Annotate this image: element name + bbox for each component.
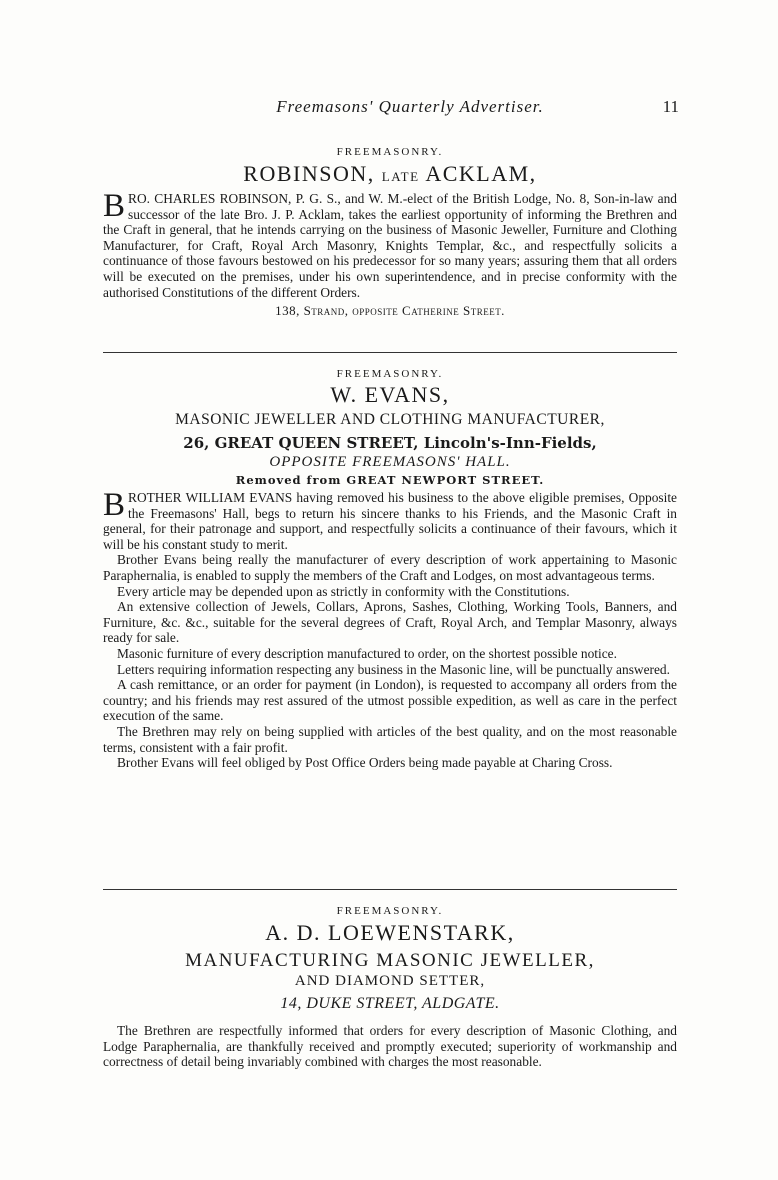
drop-cap: B xyxy=(103,487,126,523)
advert-paragraph: Brother Evans will feel obliged by Post Office Orders being made payable at Charing Cross. xyxy=(117,755,613,771)
advert-paragraph: Masonic furniture of every description manufactured to order, on the shortest possible notice. xyxy=(117,645,617,661)
advert-name xyxy=(103,161,677,187)
divider xyxy=(103,352,677,353)
advert-kicker: FREEMASONRY. xyxy=(336,146,444,158)
advert-name: W. EVANS, xyxy=(330,382,450,407)
page-number: 11 xyxy=(662,97,679,116)
running-head xyxy=(103,97,677,117)
advert-paragraph: Brother Evans being really the manufacturer of every description of work appertaining to Masonic Paraphernalia, is enabled to supply the members of the Craft and Lodges, on most advantageous terms. xyxy=(103,552,677,583)
advert-paragraph: A cash remittance, or an order for payment (in London), is requested to accompany all orders from the country; and his friends may rest assured of the utmost possible expedition, as well as care in the perfect execution of the same. xyxy=(103,677,677,724)
advert-opposite: OPPOSITE FREEMASONS' HALL. xyxy=(269,454,511,470)
advert-paragraph: The Brethren may rely on being supplied with articles of the best quality, and on the most reasonable terms, consistent with a fair profit. xyxy=(103,723,677,755)
advert-trade: MASONIC JEWELLER AND CLOTHING MANUFACTURER, xyxy=(175,411,605,428)
advert-robinson xyxy=(103,146,677,319)
advert-paragraph: Letters requiring information respecting any business in the Masonic line, will be punctually answered. xyxy=(117,661,670,677)
advert-name: A. D. LOEWENSTARK, xyxy=(265,920,515,945)
advert-paragraph: An extensive collection of Jewels, Collars, Aprons, Sashes, Clothing, Working Tools, Banners, and Furniture, &c. &c., suitable for the several degrees of Craft, Royal Arch, and Templar Masonry, always ready for sale. xyxy=(103,599,677,646)
divider xyxy=(103,889,677,890)
advert-kicker: FREEMASONRY. xyxy=(336,905,444,917)
advert-street: 26, GREAT QUEEN STREET, Lincoln's-Inn-Fields, xyxy=(183,434,597,452)
advert-address: 14, DUKE STREET, ALDGATE. xyxy=(280,995,500,1012)
advert-loewenstark xyxy=(103,905,677,1070)
advert-kicker: FREEMASONRY. xyxy=(336,368,444,380)
drop-cap: B xyxy=(103,188,126,224)
robinson-name: ROBINSON, xyxy=(243,161,375,186)
advert-body: RO. CHARLES ROBINSON, P. G. S., and W. M.-elect of the British Lodge, No. 8, Son-in-law and successor of the late Bro. J. P. Acklam, takes the earliest opportunity of informing the Brethren and the Craft in general, that he intends carrying on the business of Masonic Jeweller, Furniture and Clothing Manufacturer, for Craft, Royal Arch Masonry, Knights Templar, &c., and respectfully solicits a continuance of those favours bestowed on his predecessor for so many years; assuring them that all orders will be executed on the premises, under his own superintendence, and in precise conformity with the authorised Constitutions of the different Orders. xyxy=(103,191,677,300)
advert-address: 138, Strand, opposite Catherine Street. xyxy=(275,303,505,319)
late-label: late xyxy=(381,165,420,185)
advert-evans xyxy=(103,368,677,771)
advert-setter: AND DIAMOND SETTER, xyxy=(294,973,486,989)
advert-paragraph: Every article may be depended upon as strictly in conformity with the Constitutions. xyxy=(117,583,570,599)
advert-removed-notice: Removed from GREAT NEWPORT STREET. xyxy=(235,473,545,487)
advert-trade: MANUFACTURING MASONIC JEWELLER, xyxy=(185,950,595,971)
advert-paragraph: ROTHER WILLIAM EVANS having removed his business to the above eligible premises, Opposite the Freemasons' Hall, begs to return his sincere thanks to his Friends, and the Masonic Craft in general, for their patronage and support, and respectfully solicits a continuance of their favours, which it will be his constant study to merit. xyxy=(103,490,677,552)
former-name: ACKLAM, xyxy=(425,161,537,186)
running-head-title: Freemasons' Quarterly Advertiser. xyxy=(276,97,544,116)
advert-body: The Brethren are respectfully informed that orders for every description of Masonic Clothing, and Lodge Paraphernalia, are thankfully received and promptly executed; superiority of workmanship and correctness of detail being invariably combined with charges the most reasonable. xyxy=(103,1023,677,1070)
